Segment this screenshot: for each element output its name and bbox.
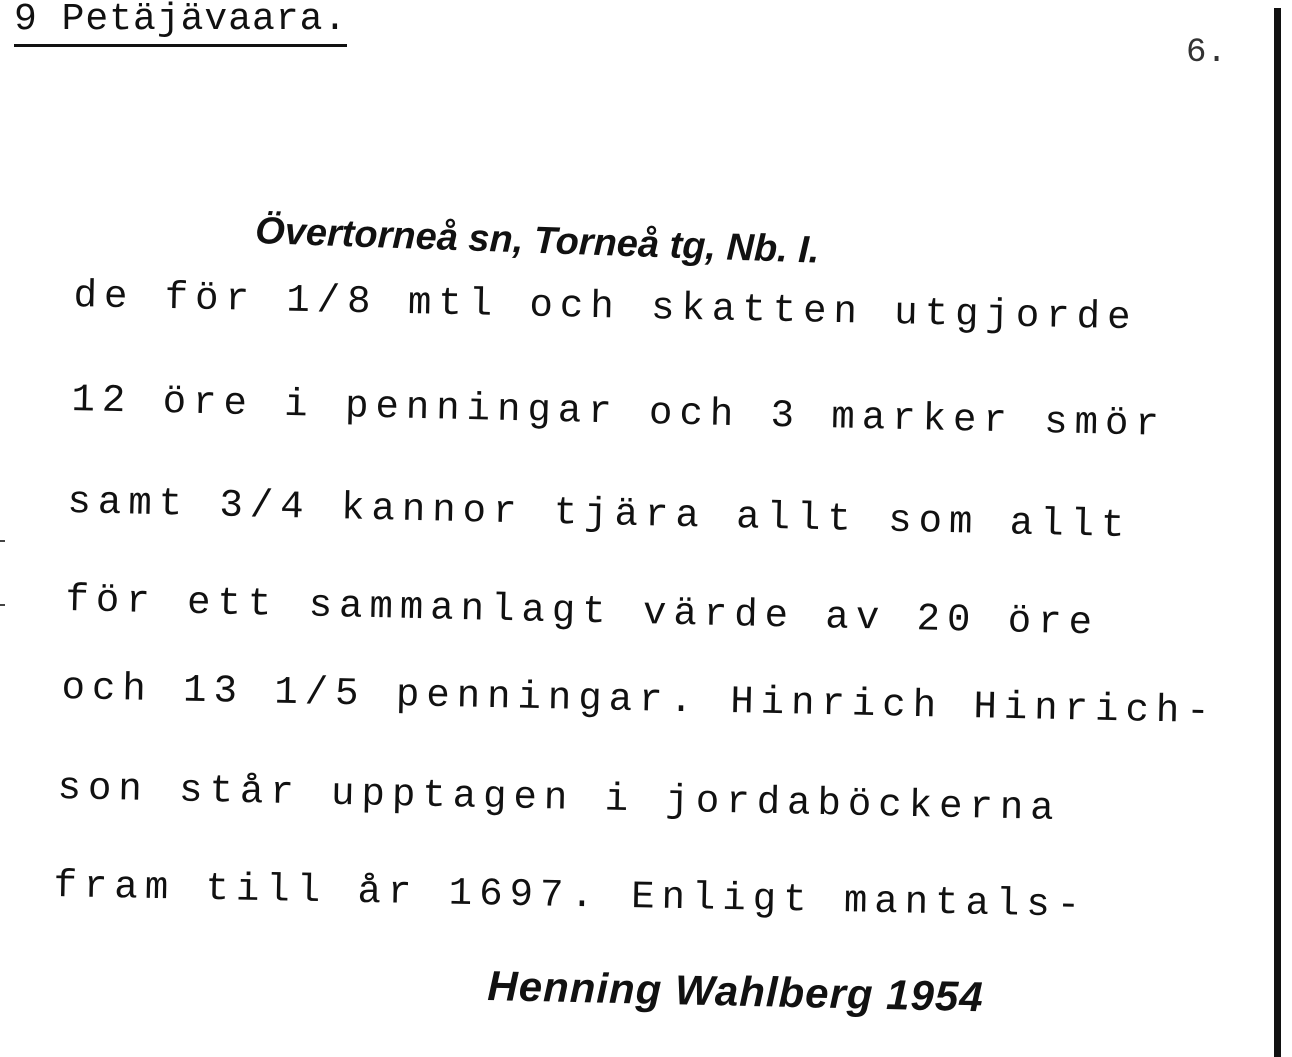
- text-line: 12 öre i penningar och 3 marker smör: [71, 378, 1167, 447]
- right-edge-line: [1274, 8, 1281, 1057]
- heading: 9 Petäjävaara.: [14, 0, 347, 47]
- signature: Henning Wahlberg 1954: [486, 962, 985, 1021]
- text-line: för ett sammanlagt värde av 20 öre: [65, 578, 1100, 646]
- left-edge-mark: [0, 540, 5, 542]
- text-line: fram till år 1697. Enligt mantals-: [53, 864, 1088, 928]
- page-number: 6.: [1186, 34, 1227, 72]
- text-line: samt 3/4 kannor tjära allt som allt: [67, 480, 1132, 549]
- text-line: de för 1/8 mtl och skatten utgjorde: [73, 274, 1138, 341]
- text-line: son står upptagen i jordaböckerna: [57, 766, 1062, 832]
- left-edge-mark: [0, 604, 5, 606]
- stamp-location: Övertorneå sn, Torneå tg, Nb. I.: [254, 210, 821, 272]
- text-line: och 13 1/5 penningar. Hinrich Hinrich-: [61, 666, 1218, 735]
